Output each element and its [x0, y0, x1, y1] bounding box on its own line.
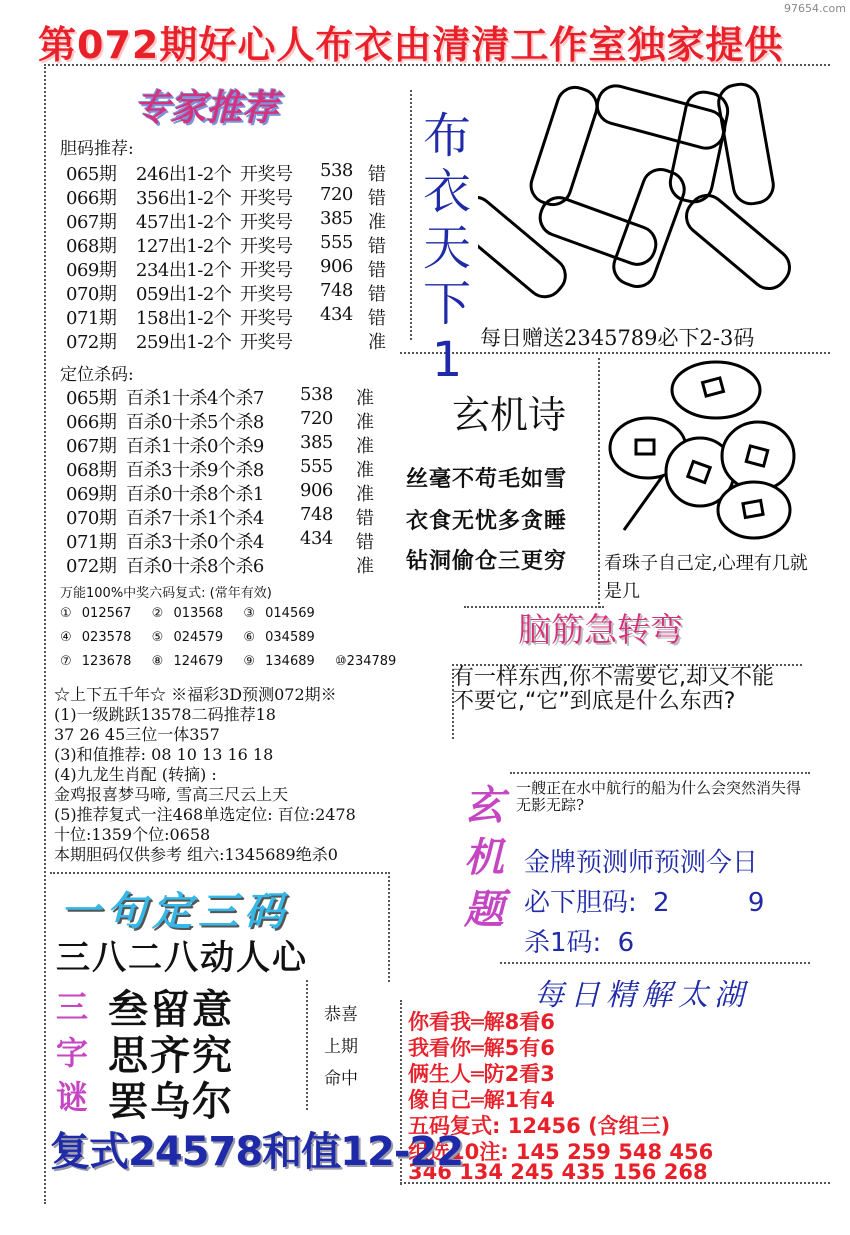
kill-cell-result: 准	[356, 436, 374, 457]
gold-predictor-title: 金牌预测师预测今日	[524, 848, 759, 878]
taihu-line: 组选10注: 145 259 548 456	[408, 1140, 714, 1164]
kill-cell-kill: 百杀3十杀0个杀4	[126, 532, 264, 553]
kill-cell-issue: 067期	[66, 436, 117, 457]
kill-cell-result: 准	[356, 484, 374, 505]
kill-cell-issue: 069期	[66, 484, 117, 505]
dan-cell-pick: 158出1-2个	[136, 308, 232, 329]
sanzi-row: 叁留意	[108, 987, 234, 1033]
xuanji-vertical-label	[458, 780, 510, 936]
divider-sanzi	[306, 980, 308, 1110]
dan-cell-pick: 457出1-2个	[136, 212, 232, 233]
kill-label-gold: 杀1码:	[524, 928, 602, 958]
kill-cell-issue: 068期	[66, 460, 117, 481]
dan-cell-draw-label: 开奖号	[240, 212, 293, 233]
congrats-text: 命中	[324, 1069, 358, 1089]
poem-line: 钻洞偷仓三更穷	[406, 549, 568, 574]
dan-cell-draw-label: 开奖号	[240, 164, 293, 185]
sanzi-row: 罢乌尔	[108, 1079, 234, 1125]
kill-cell-draw: 906	[300, 480, 333, 501]
dan-cell-issue: 065期	[66, 164, 117, 185]
kill-cell-result: 错	[356, 532, 374, 553]
sanzi-label-char: 谜	[56, 1078, 89, 1116]
dan-row	[524, 882, 764, 919]
yiju-phrase: 三八二八动人心	[56, 938, 308, 978]
dan-cell-pick: 246出1-2个	[136, 164, 232, 185]
yiju-title: 一句定三码	[60, 889, 290, 935]
kill-cell-draw: 538	[300, 384, 333, 405]
dan-cell-draw: 538	[320, 160, 353, 181]
misc-line: 本期胆码仅供参考 组六:1345689绝杀0	[54, 845, 338, 864]
taihu-line: 我看你═解5有6	[408, 1036, 555, 1060]
kill-cell-kill: 百杀1十杀4个杀7	[126, 388, 264, 409]
kill-cell-result: 准	[356, 460, 374, 481]
taihu-line: 俩生人═防2看3	[408, 1062, 555, 1086]
dan-cell-issue: 072期	[66, 332, 117, 353]
dan-value: 9	[747, 888, 765, 918]
dan-cell-issue: 069期	[66, 260, 117, 281]
divider-expert	[410, 90, 412, 340]
sanzi-row: 思齐究	[108, 1033, 234, 1079]
dan-cell-draw: 434	[320, 304, 353, 325]
bead-note: 看珠子自己定,心理有几就是几	[604, 553, 808, 602]
sanzi-label-char: 三	[56, 988, 89, 1026]
dan-cell-draw-label: 开奖号	[240, 308, 293, 329]
kill-cell-kill: 百杀0十杀5个杀8	[126, 412, 264, 433]
taihu-title: 每日精解太湖	[534, 978, 750, 1013]
wanneng-line: ⑦ 123678 ⑧ 124679 ⑨ 134689 ⑩234789	[60, 654, 397, 669]
kill-cell-issue: 066期	[66, 412, 117, 433]
misc-line: (1)一级跳跃13578二码推荐18	[54, 705, 276, 724]
dan-cell-draw: 720	[320, 184, 353, 205]
dan-cell-pick: 059出1-2个	[136, 284, 232, 305]
kill-label: 定位杀码:	[60, 365, 134, 385]
divider-poem	[598, 358, 600, 608]
kill-row	[524, 922, 634, 959]
dan-cell-pick: 234出1-2个	[136, 260, 232, 281]
taihu-line: 五码复式: 12456 (含组三)	[408, 1114, 671, 1138]
kill-cell-kill: 百杀0十杀8个杀1	[126, 484, 264, 505]
wanneng-title: 万能100%中奖六码复式: (常年有效)	[60, 586, 272, 601]
dan-cell-draw: 906	[320, 256, 353, 277]
kill-cell-kill: 百杀1十杀0个杀9	[126, 436, 264, 457]
kill-cell-issue: 072期	[66, 556, 117, 577]
coins-illustration	[604, 360, 804, 540]
kill-cell-draw: 748	[300, 504, 333, 525]
kill-value: 6	[617, 928, 635, 958]
xuanji-char: 玄	[464, 783, 504, 829]
divider-yiju	[50, 872, 390, 874]
misc-line: 金鸡报喜梦马啼, 雪高三尺云上天	[54, 785, 289, 804]
dan-cell-pick: 356出1-2个	[136, 188, 232, 209]
buyi-char: 衣	[422, 164, 471, 220]
buyi-char: 天	[422, 220, 471, 276]
poem-line: 丝毫不苟毛如雪	[406, 467, 568, 492]
expert-title: 专家推荐	[134, 88, 279, 129]
congrats-text: 恭喜	[324, 1005, 358, 1025]
riddle-title: 脑筋急转弯	[518, 610, 683, 649]
kill-cell-issue: 070期	[66, 508, 117, 529]
dan-cell-result: 错	[368, 236, 386, 257]
boat-riddle: 一艘正在水中航行的船为什么会突然消失得无影无踪?	[516, 779, 802, 814]
dan-value: 2	[653, 888, 670, 918]
dan-label-gold: 必下胆码:	[524, 888, 637, 918]
taihu-line: 你看我═解8看6	[408, 1010, 555, 1034]
misc-line: (5)推荐复式一注468单选定位: 百位:2478	[54, 805, 356, 824]
dan-cell-draw-label: 开奖号	[240, 188, 293, 209]
taihu-line: 346 134 245 435 156 268	[408, 1160, 708, 1184]
dan-cell-result: 错	[368, 164, 386, 185]
dan-cell-result: 错	[368, 260, 386, 281]
dan-cell-result: 准	[368, 212, 386, 233]
dan-cell-draw-label: 开奖号	[240, 332, 293, 353]
xuanji-char: 机	[464, 835, 504, 881]
kill-cell-result: 准	[356, 556, 374, 577]
divider-xuanji	[510, 772, 810, 774]
kill-cell-draw: 555	[300, 456, 333, 477]
site-watermark: 97654.com	[784, 2, 846, 15]
kill-cell-issue: 065期	[66, 388, 117, 409]
misc-line: 37 26 45三位一体357	[54, 725, 220, 744]
dan-cell-issue: 066期	[66, 188, 117, 209]
tube-symbol-illustration	[478, 72, 818, 322]
dan-cell-issue: 068期	[66, 236, 117, 257]
fushi-banner: 复式24578和值12-22	[50, 1129, 464, 1175]
divider-yiju-right	[388, 872, 390, 982]
kill-cell-result: 错	[356, 508, 374, 529]
misc-line: ☆上下五千年☆ ※福彩3D预测072期※	[54, 685, 337, 704]
dan-cell-draw: 385	[320, 208, 353, 229]
xuanji-char: 题	[464, 887, 504, 933]
poem-title: 玄机诗	[452, 393, 567, 437]
buyi-vertical-title	[422, 108, 472, 388]
misc-line: (3)和值推荐: 08 10 13 16 18	[54, 745, 274, 764]
dan-cell-result: 错	[368, 308, 386, 329]
dan-cell-issue: 071期	[66, 308, 117, 329]
kill-cell-result: 准	[356, 388, 374, 409]
dan-label: 胆码推荐:	[60, 139, 134, 159]
dan-cell-result: 错	[368, 284, 386, 305]
frame-top	[44, 64, 830, 66]
frame-left	[44, 64, 46, 1204]
kill-cell-kill: 百杀0十杀8个杀6	[126, 556, 264, 577]
dan-cell-result: 准	[368, 332, 386, 353]
congrats-text: 上期	[324, 1037, 358, 1057]
dan-cell-draw: 555	[320, 232, 353, 253]
buyi-char: 下	[422, 276, 471, 332]
misc-line: 十位:1359个位:0658	[54, 825, 211, 844]
kill-cell-result: 准	[356, 412, 374, 433]
wanneng-line: ④ 023578 ⑤ 024579 ⑥ 034589	[60, 630, 315, 645]
divider-taihu	[500, 962, 810, 964]
sanzi-label-char: 字	[56, 1034, 89, 1072]
buyi-char: 1	[431, 332, 463, 388]
kill-cell-draw: 385	[300, 432, 333, 453]
riddle-text: 有一样东西,你不需要它,却又不能不要它,“它”到底是什么东西?	[452, 665, 774, 714]
poem-line: 衣食无忧多贪睡	[406, 509, 568, 534]
kill-cell-draw: 434	[300, 528, 333, 549]
kill-cell-kill: 百杀3十杀9个杀8	[126, 460, 264, 481]
dan-cell-issue: 067期	[66, 212, 117, 233]
dan-cell-pick: 127出1-2个	[136, 236, 232, 257]
dan-cell-issue: 070期	[66, 284, 117, 305]
dan-cell-result: 错	[368, 188, 386, 209]
kill-cell-kill: 百杀7十杀1个杀4	[126, 508, 264, 529]
dan-cell-draw-label: 开奖号	[240, 284, 293, 305]
dan-cell-draw-label: 开奖号	[240, 236, 293, 257]
page-title: 第072期好心人布衣由清清工作室独家提供	[38, 23, 784, 67]
kill-cell-draw: 720	[300, 408, 333, 429]
misc-line: (4)九龙生肖配 (转摘) :	[54, 765, 217, 784]
kill-cell-issue: 071期	[66, 532, 117, 553]
buyi-char: 布	[422, 108, 471, 164]
dan-cell-draw: 748	[320, 280, 353, 301]
daily-gift: 每日赠送2345789必下2-3码	[480, 326, 755, 350]
taihu-line: 像自己═解1有4	[408, 1088, 555, 1112]
dan-cell-draw-label: 开奖号	[240, 260, 293, 281]
wanneng-line: ① 012567 ② 013568 ③ 014569	[60, 606, 315, 621]
dan-cell-pick: 259出1-2个	[136, 332, 232, 353]
